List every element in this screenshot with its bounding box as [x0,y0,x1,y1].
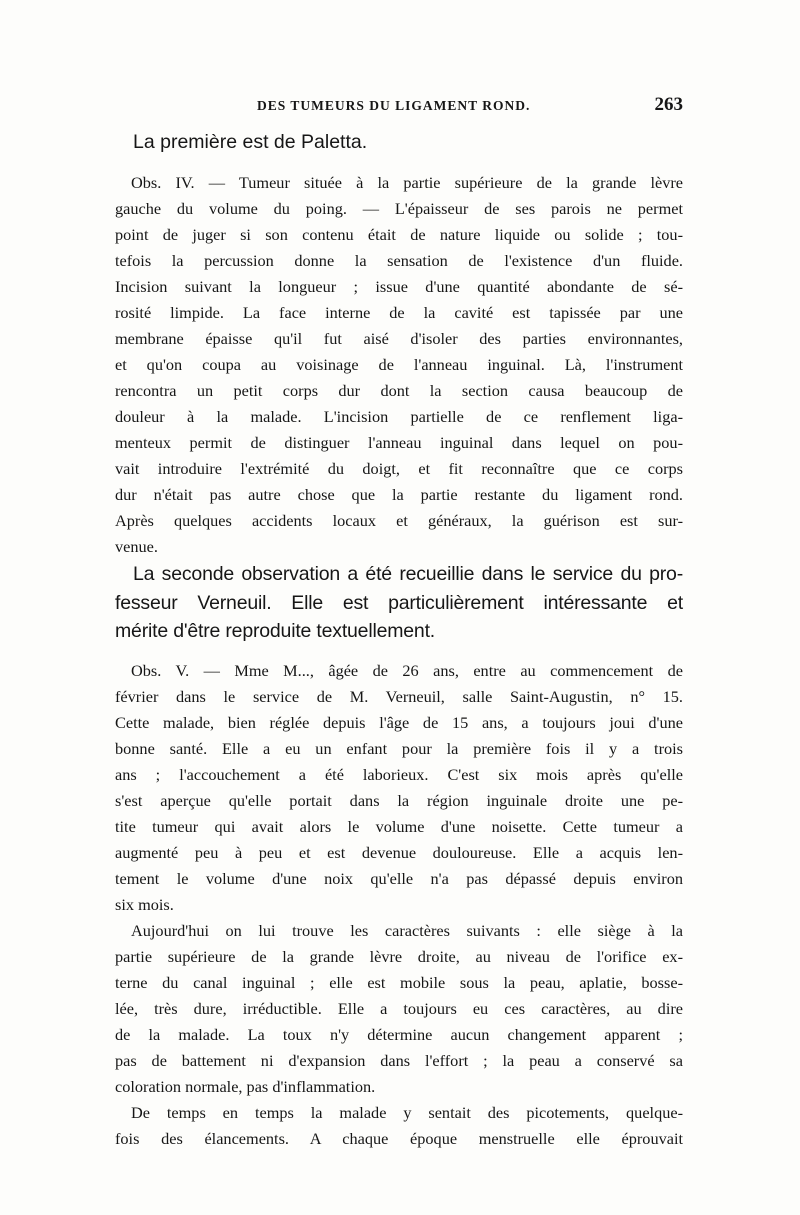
obs4-line: Incision suivant la longueur ; issue d'une quantité abondante de sé- [115,277,683,296]
obs4-line: dur n'était pas autre chose que la partie restante du ligament rond. [115,485,683,504]
page-number: 263 [654,94,683,115]
second-paragraph [115,560,683,646]
obs5-line: lée, très dure, irréductible. Elle a toujours eu ces caractères, au dire [115,999,683,1018]
observation-5 [115,658,683,1152]
obs5-line: partie supérieure de la grande lèvre droite, au niveau de l'orifice ex- [115,947,683,966]
obs4-line: douleur à la malade. L'incision partielle de ce renflement liga- [115,407,683,426]
obs5-line: tite tumeur qui avait alors le volume d'une noisette. Cette tumeur a [115,817,683,836]
obs4-line: Après quelques accidents locaux et généraux, la guérison est sur- [115,511,683,530]
second-paragraph-line: fesseur Verneuil. Elle est particulièrement intéressante et [115,591,683,614]
obs4-line: rosité limpide. La face interne de la cavité est tapissée par une [115,303,683,322]
obs5-line: six mois. [115,895,174,914]
page-header [115,94,683,122]
obs4-line: menteux permit de distinguer l'anneau inguinal dans lequel on pou- [115,433,683,452]
second-paragraph-line: mérite d'être reproduite textuellement. [115,620,436,642]
obs5-line: Obs. V. — Mme M..., âgée de 26 ans, entre au commencement de [131,661,683,680]
running-title: DES TUMEURS DU LIGAMENT ROND. [257,98,531,113]
obs5-line: augmenté peu à peu et est devenue douloureuse. Elle a acquis len- [115,843,683,862]
obs5-line: de la malade. La toux n'y détermine aucun changement apparent ; [115,1025,683,1044]
second-paragraph-line: La seconde observation a été recueillie dans le service du pro- [133,563,683,585]
obs5-line: terne du canal inguinal ; elle est mobile sous la peau, aplatie, bosse- [115,973,683,992]
obs4-line: rencontra un petit corps dur dont la section causa beaucoup de [115,381,683,400]
obs5-line: tement le volume d'une noix qu'elle n'a pas dépassé depuis environ [115,869,683,888]
observation-4 [115,170,683,560]
obs4-line: Obs. IV. — Tumeur située à la partie supérieure de la grande lèvre [131,173,683,192]
obs4-line: membrane épaisse qu'il fut aisé d'isoler des parties environnantes, [115,329,683,348]
obs5-line: s'est aperçue qu'elle portait dans la région inguinale droite une pe- [115,791,683,810]
obs5-line: ans ; l'accouchement a été laborieux. C'est six mois après qu'elle [115,765,683,784]
obs5-line: Aujourd'hui on lui trouve les caractères suivants : elle siège à la [131,921,683,940]
obs4-line: gauche du volume du poing. — L'épaisseur de ses parois ne permet [115,199,683,218]
obs5-line: février dans le service de M. Verneuil, salle Saint-Augustin, n° 15. [115,687,683,706]
obs5-line: Cette malade, bien réglée depuis l'âge de 15 ans, a toujours joui d'une [115,713,683,732]
obs4-line: point de juger si son contenu était de nature liquide ou solide ; tou- [115,225,683,244]
obs4-line: et qu'on coupa au voisinage de l'anneau inguinal. Là, l'instrument [115,355,683,374]
obs5-line: bonne santé. Elle a eu un enfant pour la première fois il y a trois [115,739,683,758]
obs5-line: coloration normale, pas d'inflammation. [115,1077,376,1096]
obs4-line: tefois la percussion donne la sensation de l'existence d'un fluide. [115,251,683,270]
obs4-line: venue. [115,537,158,556]
intro-line: La première est de Paletta. [133,131,368,153]
obs5-line: fois des élancements. A chaque époque menstruelle elle éprouvait [115,1129,683,1148]
obs5-line: De temps en temps la malade y sentait des picotements, quelque- [131,1103,683,1122]
obs5-line: pas de battement ni d'expansion dans l'effort ; la peau a conservé sa [115,1051,683,1070]
obs4-line: vait introduire l'extrémité du doigt, et fit reconnaître que ce corps [115,459,683,478]
